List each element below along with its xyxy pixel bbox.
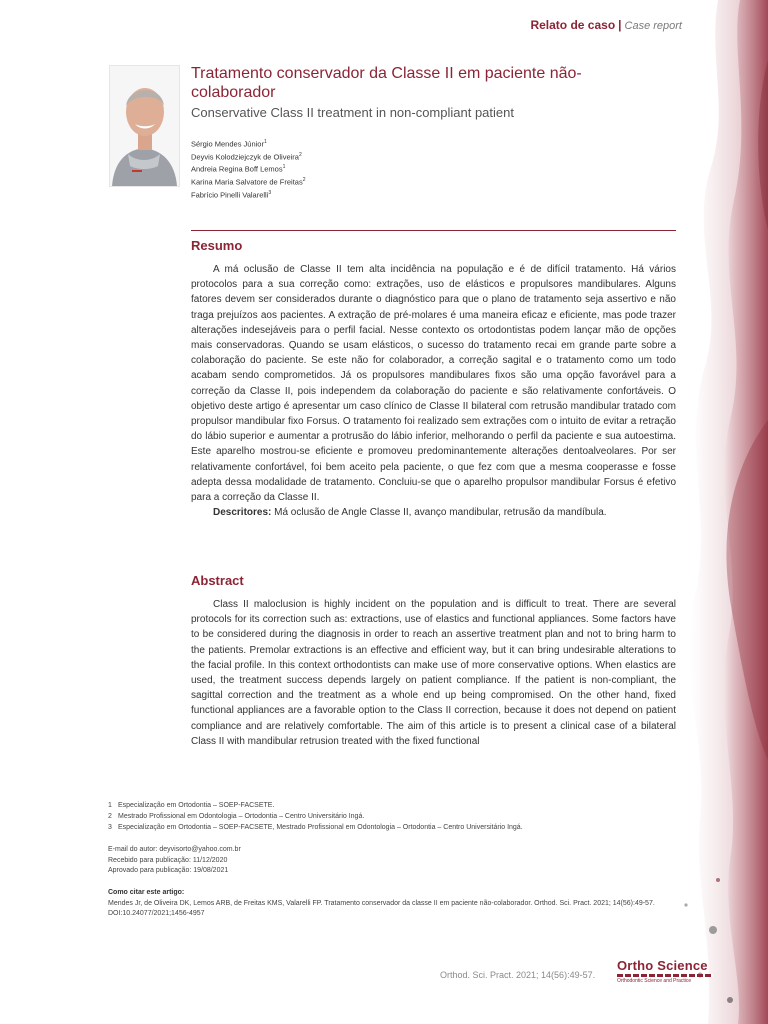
logo-tagline: Orthodontic Science and Practice: [617, 978, 692, 984]
resumo-text: A má oclusão de Classe II tem alta incidência na população e é de difícil tratamento. Há vários protocolos para a sua correção como: extrações, uso de elásticos e propulsores mandibulares. Alguns fatores devem ser considerados durante o diagnóstico para que o plano de tratamento seja assertivo e não traga prejuízos aos pacientes. A extração de pré-molares é uma maneira eficaz e eficiente, mas pode trazer alterações indesejáveis para o perfil facial. Nesse contexto os ortodontistas podem lançar mão de opções mais conservadoras. Quando se usam elásticos, o sucesso do tratamento recai em grande parte sobre a colaboração do paciente. Se este não for colaborador, a correção sagital e o tratamento como um todo acabam sendo comprometidos. Já os propulsores mandibulares fixos são uma opção favorável para a correção da Classe II, pois independem da colaboração do paciente e são relativamente confortáveis. O objetivo deste artigo é apresentar um caso clínico de Classe II bilateral com retrusão mandibular tratado com propulsor mandibular fixo Forsus. O tratamento foi realizado sem extrações com o intuito de evitar a retração do lábio superior e aumentar a protrusão do lábio inferior, melhorando o perfil da paciente e sua autoestima. Este aparelho mostrou-se eficiente e promoveu predominantemente alterações dentoalveolares. Por ser relativamente confortável, foi bem aceito pela paciente, o que fez com que a mesma cooperasse e fosse adepta dessa modalidade de tratamento. Concluiu-se que o aparelho propulsor mandibular Forsus é efetivo para a correção da Classe II.: [191, 264, 676, 504]
keywords-text: Má oclusão de Angle Classe II, avanço mandibular, retrusão da mandíbula.: [274, 507, 607, 519]
citation-heading: Como citar este artigo:: [108, 889, 185, 896]
section-label-en: Case report: [624, 20, 682, 32]
received-date: Recebido para publicação: 11/12/2020: [108, 856, 228, 864]
footnote: 2 Mestrado Profissional em Odontologia – Ortodontia – Centro Universitário Ingá.: [108, 813, 365, 820]
logo-name: Ortho Science: [617, 958, 708, 973]
article-subtitle: Conservative Class II treatment in non-compliant patient: [191, 105, 514, 120]
abstract-heading: Abstract: [191, 573, 244, 588]
author: Andreia Regina Boff Lemos$^1$: [191, 164, 286, 174]
header-separator: |: [618, 18, 622, 32]
footnote: 3 Especialização em Ortodontia – SOEP-FACSETE, Mestrado Profissional em Odontologia – Ortodontia – Centro Universitário Ingá.: [108, 824, 523, 831]
resumo-body: [191, 262, 676, 520]
keywords-label: Descritores:: [213, 507, 272, 519]
article-title: Tratamento conservador da Classe II em paciente não-colaborador: [191, 65, 582, 101]
journal-reference: Orthod. Sci. Pract. 2021; 14(56):49-57.: [440, 970, 596, 980]
logo-bar: [617, 974, 713, 977]
keywords: [191, 505, 676, 520]
journal-logo: [617, 958, 713, 984]
author: Fabrício Pinelli Valarelli$^3$: [191, 189, 272, 200]
approved-date: Aprovado para publicação: 19/08/2021: [108, 867, 229, 874]
resumo-heading: Resumo: [191, 238, 243, 253]
divider-rule: [191, 230, 676, 231]
author-list: [191, 137, 306, 201]
contact-info: [108, 845, 241, 877]
author: Sérgio Mendes Júnior$^1$: [191, 139, 267, 149]
citation-text: Mendes Jr, de Oliveira DK, Lemos ARB, de Freitas KMS, Valarelli FP. Tratamento conservador da classe II em paciente não-colaborador. Orthod. Sci. Pract. 2021; 14(56):49-57.: [108, 899, 655, 907]
author-email: E-mail do autor: deyvisorto@yahoo.com.br: [108, 846, 241, 853]
footnotes: [108, 800, 523, 833]
abstract-body: [191, 597, 676, 749]
author: Karina Maria Salvatore de Freitas$^2$: [191, 177, 306, 187]
citation-block: [108, 888, 688, 920]
abstract-text: Class II maloclusion is highly incident on the population and is difficult to treat. There are several protocols for its correction such as: extractions, use of elastics and functional appliances. Some factors have to be considered during the diagnosis in order to reach an assertive treatment plan and not to bring harm to the patients. Premolar extractions is an effective and efficient way, but it can bring undesirable alterations to the facial profile. In this context orthodontists can make use of more conservative options. When elastics are used, the treatment success depends largely on patient compliance. If the patient is non-compliant, the sagittal correction and the treatment as a whole end up being compromised. On the other hand, fixed functional appliances are a favorable option to the Class II correction, because it does not depend on patient compliance and are relatively comfortable. The aim of this article is to present a clinical case of a bilateral Class II with mandibular retrusion treated with the fixed functional: [191, 599, 676, 747]
author: Deyvis Kolodziejczyk de Oliveira$^2$: [191, 151, 302, 162]
footnote: 1 Especialização em Ortodontia – SOEP-FACSETE.: [108, 802, 275, 809]
citation-doi: DOI:10.24077/2021;1456-4957: [108, 910, 205, 917]
section-header: [530, 18, 682, 32]
author-photo: [109, 65, 180, 187]
section-label-pt: Relato de caso: [530, 18, 616, 32]
